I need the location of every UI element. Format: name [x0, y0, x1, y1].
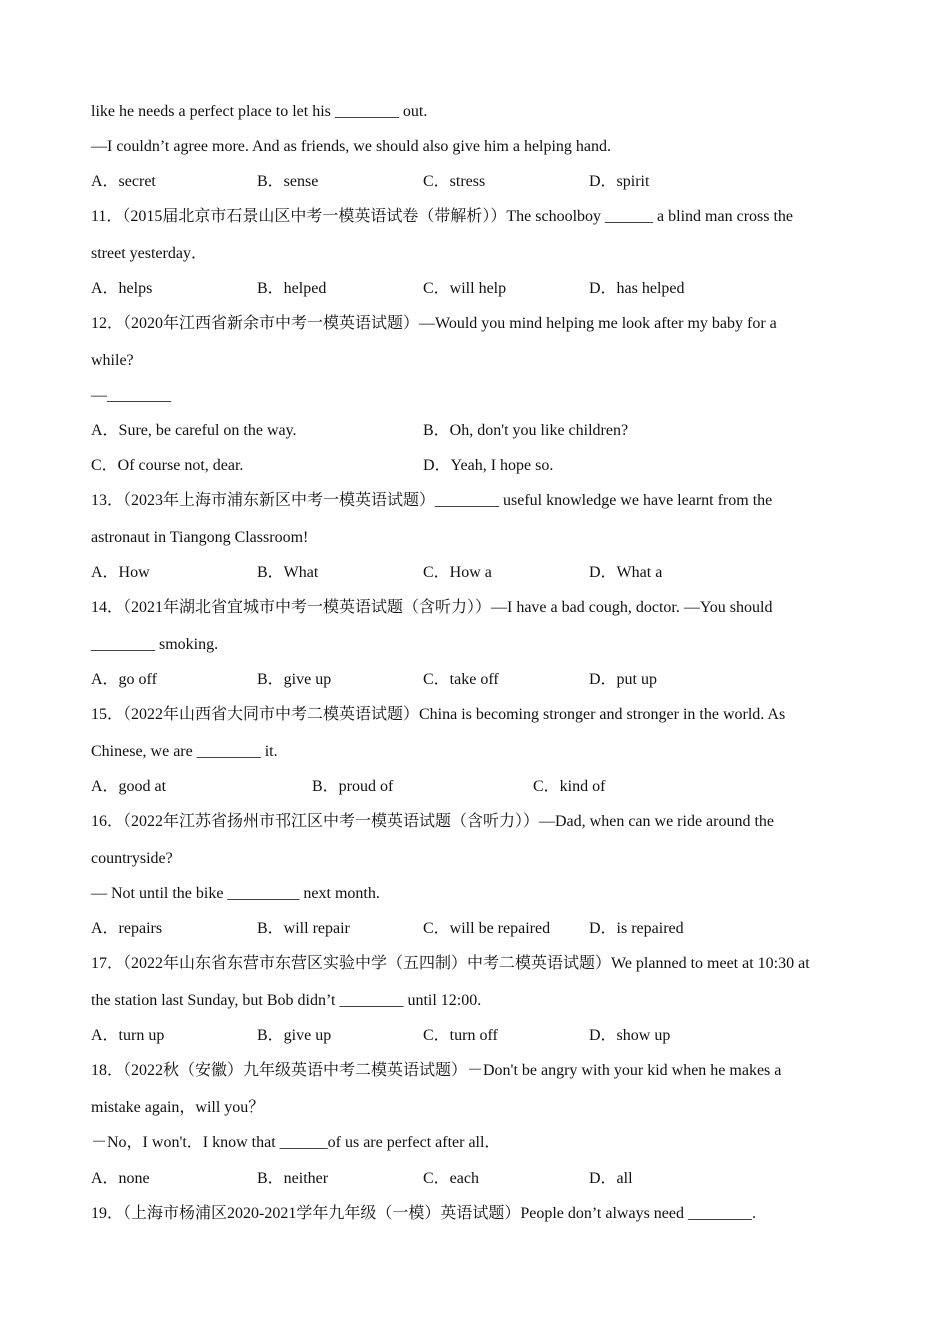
- q11-option-a: A．helps: [91, 280, 153, 297]
- q18-option-d: D．all: [589, 1170, 633, 1187]
- q13-option-d: D．What a: [589, 564, 663, 581]
- q10-option-a: A．secret: [91, 173, 156, 190]
- q11-stem-line-1: 11．（2015届北京市石景山区中考一模英语试卷（带解析））The schoolboy ______ a blind man cross the: [91, 208, 794, 225]
- q18-stem-line-1: 18．（2022秋（安徽）九年级英语中考二模英语试题）－Don't be angry with your kid when he makes a: [91, 1062, 782, 1079]
- q13-option-a: A．How: [91, 564, 150, 581]
- q14-option-a: A．go off: [91, 671, 157, 688]
- q16-stem-line-2: countryside?: [91, 850, 173, 867]
- q10-option-c: C．stress: [423, 173, 486, 190]
- q18-option-b: B．neither: [257, 1170, 329, 1187]
- q12-stem-line-2: while?: [91, 352, 134, 369]
- q15-stem-line-2: Chinese, we are ________ it.: [91, 743, 278, 760]
- q16-stem-line-1: 16．（2022年江苏省扬州市邗江区中考一模英语试题（含听力））—Dad, when can we ride around the: [91, 813, 775, 830]
- q13-stem-line-2: astronaut in Tiangong Classroom!: [91, 529, 309, 546]
- q12-stem-line-3: —________: [91, 387, 171, 404]
- q12-stem-line-1: 12．（2020年江西省新余市中考一模英语试题）—Would you mind helping me look after my baby for a: [91, 315, 777, 332]
- q10-option-b: B．sense: [257, 173, 319, 190]
- q11-option-d: D．has helped: [589, 280, 685, 297]
- q19-stem-line-1: 19．（上海市杨浦区2020-2021学年九年级（一模）英语试题）People don’t always need ________.: [91, 1205, 756, 1222]
- q15-option-a: A．good at: [91, 778, 167, 795]
- q17-stem-line-1: 17．（2022年山东省东营市东营区实验中学（五四制）中考二模英语试题）We planned to meet at 10:30 at: [91, 955, 810, 972]
- q15-option-c: C．kind of: [533, 778, 606, 795]
- q17-option-c: C．turn off: [423, 1027, 498, 1044]
- q14-stem-line-1: 14．（2021年湖北省宜城市中考一模英语试题（含听力））—I have a bad cough, doctor. —You should: [91, 599, 773, 616]
- q12-option-d: D．Yeah, I hope so.: [423, 457, 554, 474]
- q15-option-b: B．proud of: [312, 778, 394, 795]
- q18-stem-line-3: －No，I won't．I know that ______of us are perfect after all．: [91, 1134, 501, 1151]
- q15-stem-line-1: 15．（2022年山西省大同市中考二模英语试题）China is becoming stronger and stronger in the world. As: [91, 706, 786, 723]
- q10-stem-line-1: like he needs a perfect place to let his ________ out.: [91, 103, 428, 120]
- q11-option-c: C．will help: [423, 280, 507, 297]
- q14-option-b: B．give up: [257, 671, 332, 688]
- q16-option-c: C．will be repaired: [423, 920, 551, 937]
- q17-stem-line-2: the station last Sunday, but Bob didn’t ________ until 12:00.: [91, 992, 482, 1009]
- q16-stem-line-3: — Not until the bike _________ next month.: [91, 885, 380, 902]
- q14-option-d: D．put up: [589, 671, 658, 688]
- q12-option-a: A．Sure, be careful on the way.: [91, 422, 297, 439]
- q17-option-d: D．show up: [589, 1027, 671, 1044]
- q10-stem-line-2: —I couldn’t agree more. And as friends, we should also give him a helping hand.: [91, 138, 612, 155]
- q13-option-b: B．What: [257, 564, 319, 581]
- q12-option-b: B．Oh, don't you like children?: [423, 422, 629, 439]
- q10-option-d: D．spirit: [589, 173, 650, 190]
- q18-option-c: C．each: [423, 1170, 479, 1187]
- q11-stem-line-2: street yesterday．: [91, 245, 207, 262]
- q14-option-c: C．take off: [423, 671, 499, 688]
- q18-option-a: A．none: [91, 1170, 150, 1187]
- q12-option-c: C．Of course not, dear.: [91, 457, 244, 474]
- q13-option-c: C．How a: [423, 564, 492, 581]
- q17-option-b: B．give up: [257, 1027, 332, 1044]
- q14-stem-line-2: ________ smoking.: [91, 636, 219, 653]
- q16-option-a: A．repairs: [91, 920, 163, 937]
- q16-option-b: B．will repair: [257, 920, 350, 937]
- q17-option-a: A．turn up: [91, 1027, 165, 1044]
- q13-stem-line-1: 13．（2023年上海市浦东新区中考一模英语试题）________ useful knowledge we have learnt from the: [91, 492, 773, 509]
- q11-option-b: B．helped: [257, 280, 327, 297]
- q16-option-d: D．is repaired: [589, 920, 684, 937]
- q18-stem-line-2: mistake again，will you？: [91, 1099, 265, 1116]
